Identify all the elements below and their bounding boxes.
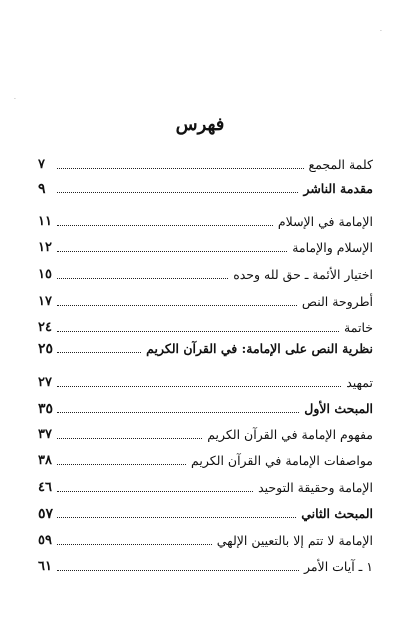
leader-dots (57, 278, 228, 279)
table-of-contents (38, 0, 373, 623)
toc-entry-title: الإمامة وحقيقة التوحيد (258, 480, 373, 495)
toc-entry-page: ٢٧ (38, 375, 52, 390)
toc-entry (38, 237, 373, 257)
toc-entry (38, 154, 373, 174)
toc-entry-title: المبحث الأول (304, 401, 373, 416)
toc-entry-title: خاتمة (344, 320, 373, 335)
scan-speck: · (380, 28, 382, 35)
toc-entry (38, 477, 373, 497)
leader-dots (57, 464, 186, 465)
toc-entry (38, 291, 373, 311)
toc-entry-page: ٩ (38, 181, 46, 197)
toc-entry-page: ٥٧ (38, 506, 54, 522)
toc-entry-title: اختيار الأئمة ـ حق لله وحده (233, 267, 373, 282)
toc-entry-page: ٢٤ (38, 320, 52, 335)
toc-entry (38, 450, 373, 470)
toc-entry (38, 372, 373, 392)
toc-entry-page: ٢٥ (38, 341, 54, 357)
toc-entry-page: ٦١ (38, 559, 52, 574)
leader-dots (57, 192, 298, 193)
leader-dots (57, 305, 297, 306)
leader-dots (57, 386, 341, 387)
toc-entry-title: نظرية النص على الإمامة: في القرآن الكريم (146, 341, 373, 356)
toc-entry (38, 556, 373, 576)
leader-dots (57, 412, 299, 413)
toc-entry-page: ١٢ (38, 240, 52, 255)
toc-entry (38, 178, 373, 198)
toc-entry-title: كلمة المجمع (308, 157, 373, 172)
leader-dots (57, 168, 304, 169)
toc-entry-title: مواصفات الإمامة في القرآن الكريم (191, 453, 373, 468)
leader-dots (57, 517, 296, 518)
toc-entry (38, 317, 373, 337)
toc-entry-title: تمهيد (346, 375, 373, 390)
toc-entry-page: ٣٥ (38, 401, 54, 417)
toc-entry-page: ١١ (38, 214, 52, 229)
toc-entry-page: ٥٩ (38, 533, 52, 548)
toc-entry (38, 398, 373, 418)
page-title: فهرس (175, 114, 225, 135)
toc-entry-title: الإمامة لا تتم إلا بالتعيين الإلهي (216, 533, 373, 548)
toc-entry-page: ٧ (38, 157, 45, 172)
toc-entry-page: ١٧ (38, 294, 52, 309)
toc-entry (38, 530, 373, 550)
toc-entry-page: ١٥ (38, 267, 52, 282)
toc-entry-title: ١ ـ آيات الأمر (303, 559, 373, 574)
toc-entry-title: الإمامة في الإسلام (277, 214, 373, 229)
toc-entry-page: ٣٧ (38, 427, 52, 442)
toc-entry (38, 211, 373, 231)
toc-entry (38, 264, 373, 284)
toc-entry-title: مفهوم الإمامة في القرآن الكريم (207, 427, 373, 442)
scan-speck: · (14, 96, 16, 103)
leader-dots (57, 491, 253, 492)
toc-entry (38, 503, 373, 523)
leader-dots (57, 352, 141, 353)
toc-entry-title: أطروحة النص (301, 294, 373, 309)
leader-dots (57, 438, 202, 439)
toc-entry (38, 424, 373, 444)
toc-entry-page: ٤٦ (38, 480, 52, 495)
leader-dots (57, 225, 273, 226)
leader-dots (57, 251, 287, 252)
toc-entry-title: الإسلام والإمامة (292, 240, 373, 255)
toc-entry-title: المبحث الثاني (301, 506, 373, 521)
toc-entry-title: مقدمة الناشر (303, 181, 373, 196)
toc-entry-page: ٣٨ (38, 453, 52, 468)
leader-dots (57, 570, 299, 571)
leader-dots (57, 544, 212, 545)
leader-dots (57, 331, 339, 332)
toc-entry (38, 338, 373, 358)
